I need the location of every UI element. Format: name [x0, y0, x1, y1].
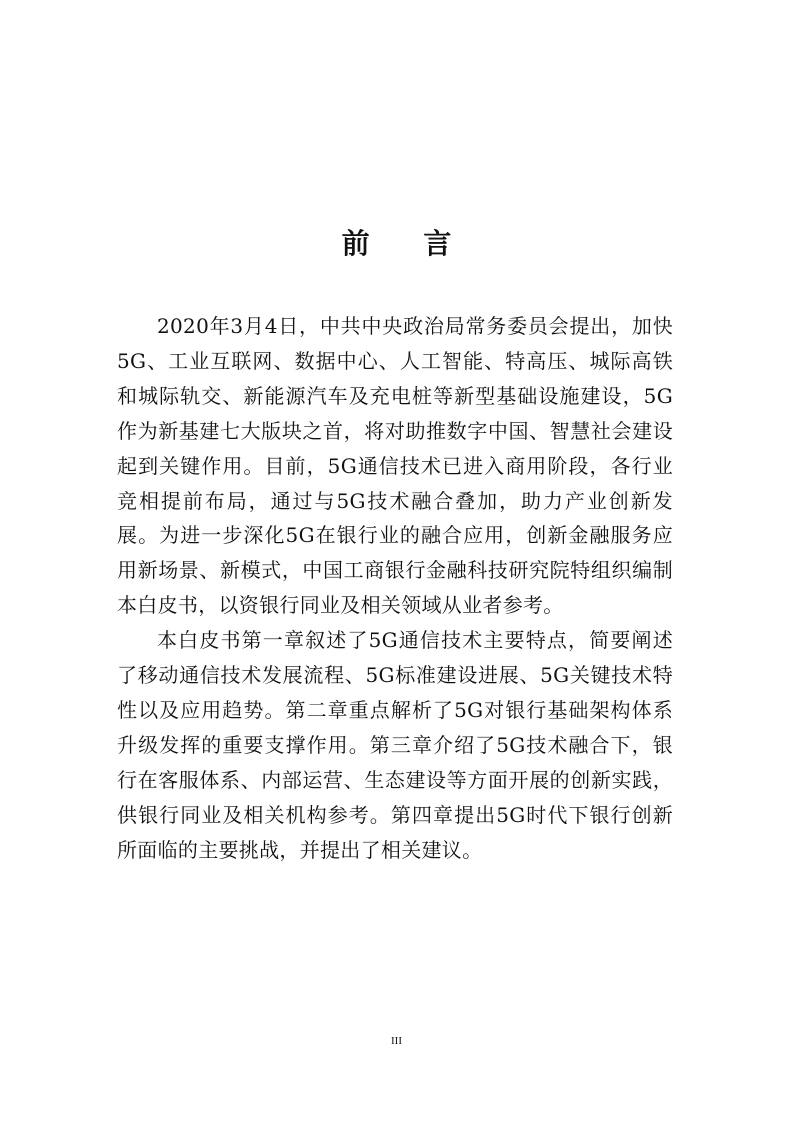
page-title: 前 言	[341, 227, 474, 260]
paragraph-1: 2020年3月4日，中共中央政治局常务委员会提出，加快5G、工业互联网、数据中心、人工智能、特高压、城际高铁和城际轨交、新能源汽车及充电桩等新型基础设施建设，5G作为新基建七大版块之首，将对助推数字中国、智慧社会建设起到关键作用。目前，5G通信技术已进入商用阶段，各行业竞相提前布局，通过与5G技术融合叠加，助力产业创新发展。为进一步深化5G在银行业的融合应用，创新金融服务应用新场景、新模式，中国工商银行金融科技研究院特组织编制本白皮书，以资银行同业及相关领域从业者参考。	[117, 314, 673, 618]
page-number: III	[391, 1035, 402, 1047]
paragraph-2: 本白皮书第一章叙述了5G通信技术主要特点，简要阐述了移动通信技术发展流程、5G标准建设进展、5G关键技术特性以及应用趋势。第二章重点解析了5G对银行基础架构体系升级发挥的重要支撑作用。第三章介绍了5G技术融合下，银行在客服体系、内部运营、生态建设等方面开展的创新实践，供银行同业及相关机构参考。第四章提出5G时代下银行创新所面临的主要挑战，并提出了相关建议。	[117, 628, 673, 862]
body-text	[117, 309, 673, 868]
